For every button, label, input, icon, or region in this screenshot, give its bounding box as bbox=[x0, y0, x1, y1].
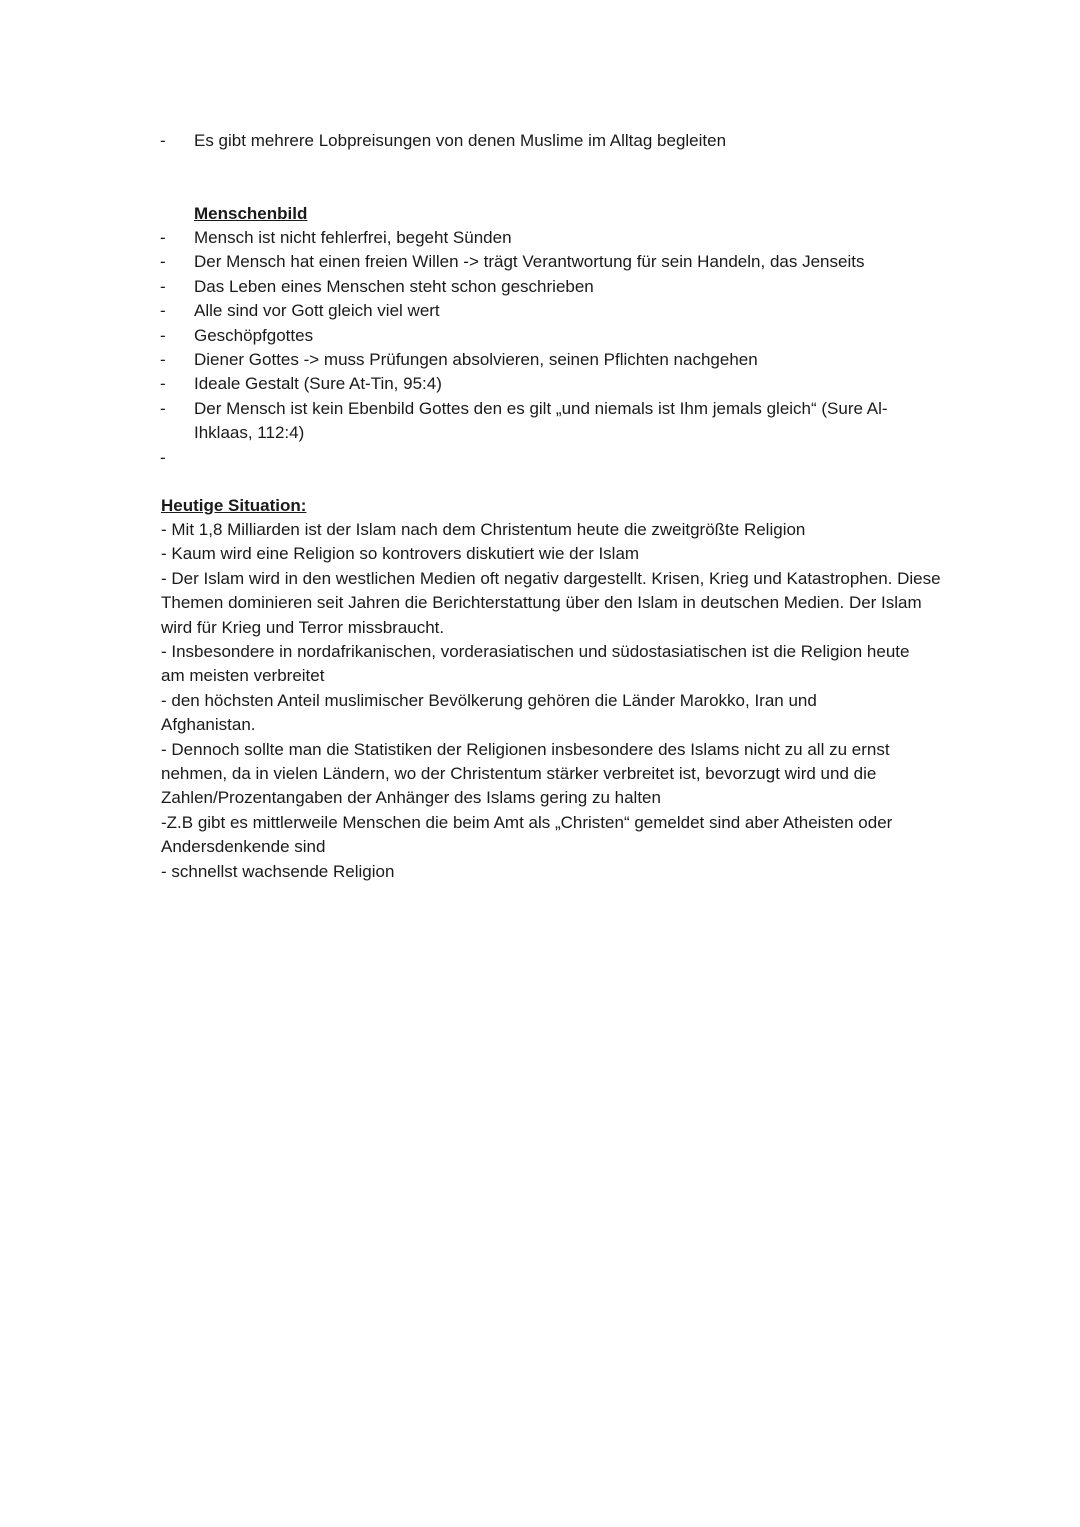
menschenbild-heading: Menschenbild bbox=[194, 204, 308, 223]
bullet-dash: - bbox=[160, 447, 166, 467]
list-item-text: Das Leben eines Menschen steht schon geschrieben bbox=[194, 276, 594, 296]
list-item: -Z.B gibt es mittlerweile Menschen die beim Amt als „Christen“ gemeldet sind aber Atheisten oder Andersdenkende sind bbox=[161, 812, 893, 857]
list-item: - den höchsten Anteil muslimischer Bevölkerung gehören die Länder Marokko, Iran und Afghanistan. bbox=[161, 690, 817, 735]
bullet-dash: - bbox=[160, 374, 166, 394]
list-item-text: Geschöpfgottes bbox=[194, 325, 314, 345]
bullet-dash: - bbox=[160, 325, 166, 345]
list-item: - Insbesondere in nordafrikanischen, vorderasiatischen und südostasiatischen ist die Religion heute am meisten verbreitet bbox=[161, 642, 910, 686]
list-item: - schnellst wachsende Religion bbox=[161, 861, 395, 881]
list-item: - Dennoch sollte man die Statistiken der Religionen insbesondere des Islams nicht zu all zu ernst nehmen, da in vielen Ländern, wo der Christentum stärker verbreitet ist, bevorzugt wird und die Zahlen/Prozentangaben der Anhänger des Islams gering zu halten bbox=[161, 739, 890, 808]
list-item-text: Es gibt mehrere Lobpreisungen von denen Muslime im Alltag begleiten bbox=[194, 131, 727, 150]
list-item-text: Mensch ist nicht fehlerfrei, begeht Sünden bbox=[194, 228, 512, 247]
top-bullet-list bbox=[160, 129, 950, 153]
list-item: - Kaum wird eine Religion so kontrovers diskutiert wie der Islam bbox=[161, 544, 640, 564]
list-item bbox=[160, 372, 950, 396]
list-item bbox=[160, 348, 950, 372]
list-item-text: Ideale Gestalt (Sure At-Tin, 95:4) bbox=[194, 374, 442, 394]
list-item bbox=[160, 397, 944, 446]
list-item bbox=[160, 299, 950, 323]
list-item bbox=[160, 275, 950, 299]
list-item-text: Alle sind vor Gott gleich viel wert bbox=[194, 301, 440, 321]
list-item-text: Der Mensch hat einen freien Willen -> trägt Verantwortung für sein Handeln, das Jenseits bbox=[194, 252, 865, 272]
list-item bbox=[160, 250, 950, 274]
bullet-dash: - bbox=[160, 252, 166, 272]
heutige-situation-list bbox=[161, 518, 961, 884]
list-item: - Mit 1,8 Milliarden ist der Islam nach dem Christentum heute die zweitgrößte Religion bbox=[161, 520, 806, 539]
list-item bbox=[160, 129, 950, 153]
list-item bbox=[160, 226, 950, 250]
bullet-dash: - bbox=[160, 228, 166, 247]
list-item-text: Diener Gottes -> muss Prüfungen absolvieren, seinen Pflichten nachgehen bbox=[194, 350, 758, 370]
bullet-dash: - bbox=[160, 301, 166, 321]
list-item-text: Der Mensch ist kein Ebenbild Gottes den es gilt „und niemals ist Ihm jemals gleich“ (Sure Al-Ihklaas, 112:4) bbox=[194, 398, 888, 443]
list-item: - Der Islam wird in den westlichen Medien oft negativ dargestellt. Krisen, Krieg und Katastrophen. Diese Themen dominieren seit Jahren die Berichterstattung über den Islam in deutschen Medien. Der Islam wird für Krieg und Terror missbraucht. bbox=[161, 568, 941, 637]
menschenbild-list bbox=[160, 226, 950, 470]
bullet-dash: - bbox=[160, 398, 166, 418]
bullet-dash: - bbox=[160, 131, 166, 150]
heutige-situation-heading: Heutige Situation: bbox=[161, 496, 307, 515]
bullet-dash: - bbox=[160, 276, 166, 296]
bullet-dash: - bbox=[160, 350, 166, 370]
list-item bbox=[160, 324, 950, 348]
list-item bbox=[160, 446, 950, 470]
